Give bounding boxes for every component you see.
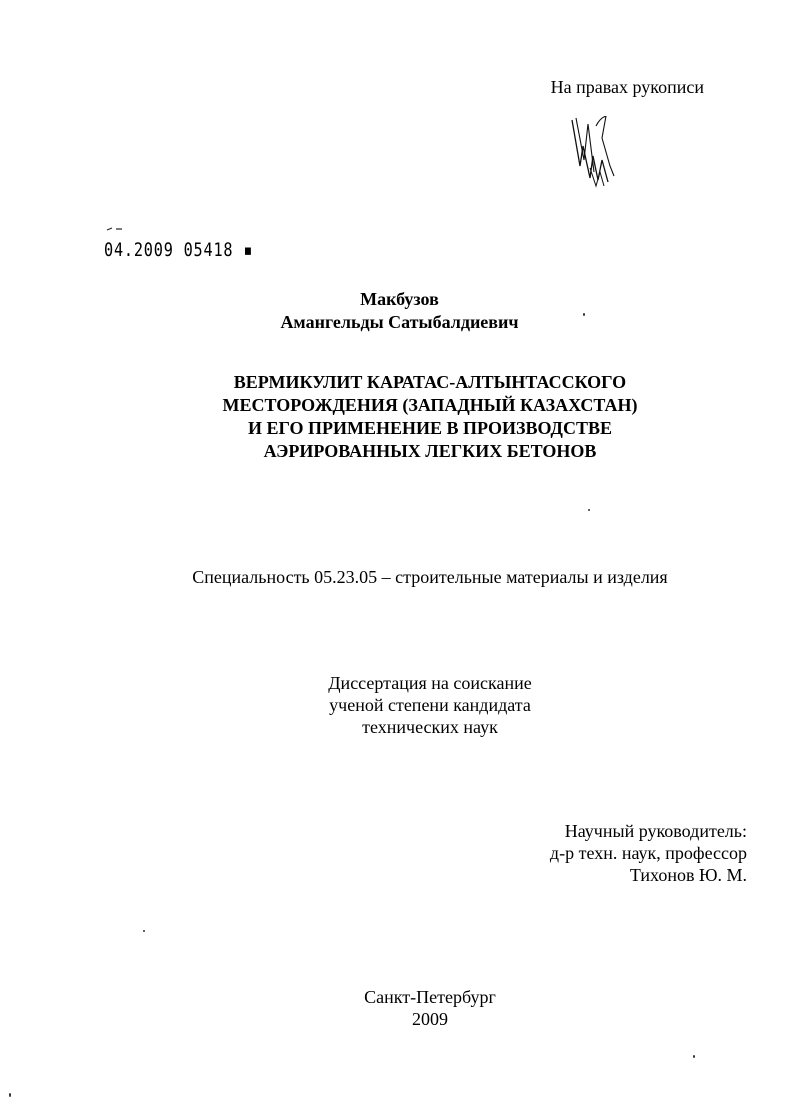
city: Санкт-Петербург bbox=[364, 987, 496, 1007]
degree-line: технических наук bbox=[362, 717, 498, 737]
stamp-dot: ▪ bbox=[233, 239, 254, 261]
title-line: АЭРИРОВАННЫХ ЛЕГКИХ БЕТОНОВ bbox=[263, 441, 597, 461]
year: 2009 bbox=[412, 1009, 448, 1029]
supervisor-block bbox=[550, 820, 747, 886]
scan-speck bbox=[143, 930, 145, 932]
degree-statement bbox=[0, 672, 799, 738]
archive-number bbox=[104, 239, 253, 261]
scan-speck bbox=[9, 1093, 11, 1097]
title-line: МЕСТОРОЖДЕНИЯ (ЗАПАДНЫЙ КАЗАХСТАН) bbox=[222, 395, 638, 415]
title-line: ВЕРМИКУЛИТ КАРАТАС-АЛТЫНТАССКОГО bbox=[233, 372, 627, 392]
scan-speck bbox=[588, 509, 590, 511]
author-given-names: Амангельды Сатыбалдиевич bbox=[280, 312, 519, 332]
place-year-block bbox=[0, 986, 799, 1030]
supervisor-name: Тихонов Ю. М. bbox=[629, 865, 747, 885]
signature-icon bbox=[566, 116, 616, 188]
title-line: И ЕГО ПРИМЕНЕНИЕ В ПРОИЗВОДСТВЕ bbox=[248, 418, 612, 438]
rights-note: На правах рукописи bbox=[550, 77, 704, 97]
supervisor-label: Научный руководитель: bbox=[564, 821, 747, 841]
scan-speck bbox=[693, 1055, 695, 1058]
archive-number-text: 04.2009 05418 bbox=[104, 239, 234, 261]
specialty: Специальность 05.23.05 – строительные материалы и изделия bbox=[192, 567, 668, 587]
scan-speck bbox=[583, 313, 585, 316]
author-surname: Макбузов bbox=[360, 289, 439, 309]
author-block bbox=[0, 288, 799, 333]
degree-line: ученой степени кандидата bbox=[329, 695, 531, 715]
degree-line: Диссертация на соискание bbox=[328, 673, 532, 693]
supervisor-degree: д-р техн. наук, профессор bbox=[549, 843, 747, 863]
stamp-marks-icon bbox=[106, 226, 126, 232]
dissertation-title bbox=[0, 371, 799, 463]
